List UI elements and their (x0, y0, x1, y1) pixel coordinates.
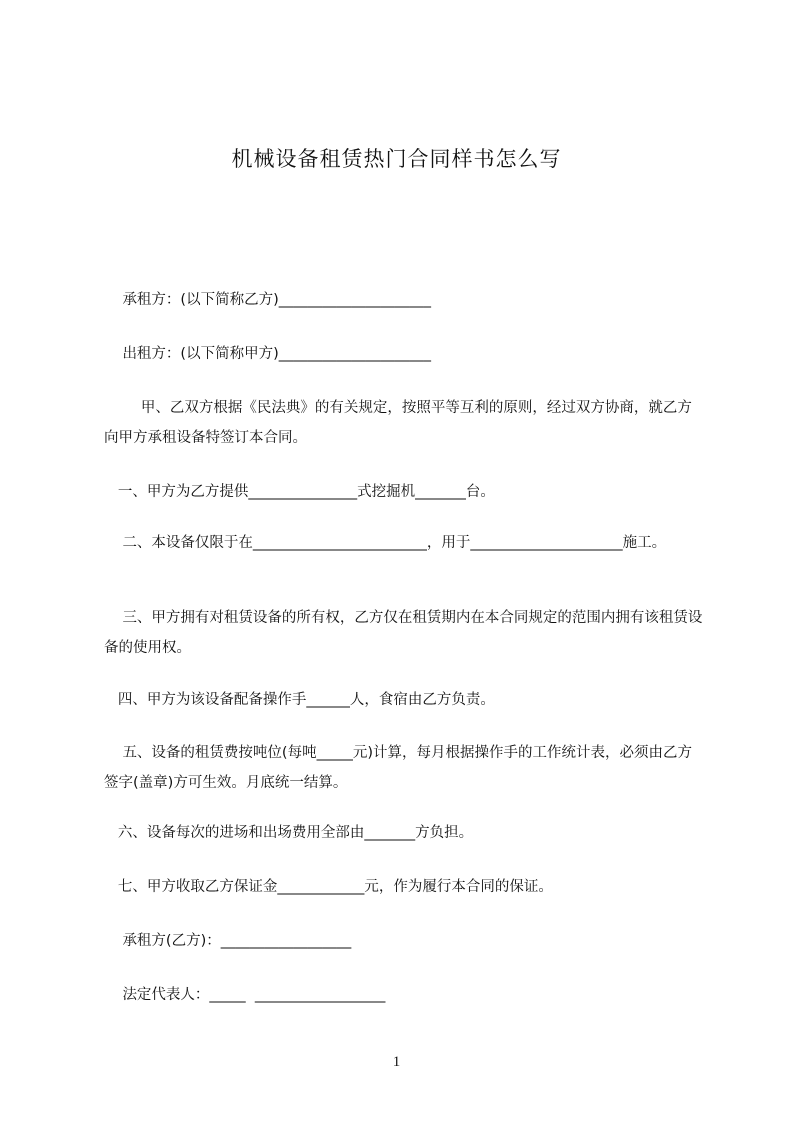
signature-lessee: 承租方(乙方)：__________________ (104, 933, 352, 949)
clause-2: 二、本设备仅限于在________________________，用于_____________________施工。 (104, 535, 667, 551)
clause-7: 七、甲方收取乙方保证金____________元，作为履行本合同的保证。 (104, 879, 553, 895)
clause-4: 四、甲方为该设备配备操作手______人，食宿由乙方负责。 (104, 692, 495, 708)
lessee-line: 承租方：(以下简称乙方)_____________________ (104, 292, 432, 308)
clause-6: 六、设备每次的进场和出场费用全部由_______方负担。 (104, 825, 474, 841)
clause-3: 三、甲方拥有对租赁设备的所有权，乙方仅在租赁期内在本合同规定的范围内拥有该租赁设备的使用权。 (104, 610, 703, 656)
clause-1: 一、甲方为乙方提供_______________式挖掘机_______台。 (104, 484, 495, 500)
document-title: 机械设备租赁热门合同样书怎么写 (231, 147, 562, 171)
signature-legal-rep: 法定代表人：_____ __________________ (104, 987, 386, 1003)
clause-5: 五、设备的租赁费按吨位(每吨_____元)计算，每月根据操作手的工作统计表，必须由乙方签字(盖章)方可生效。月底统一结算。 (104, 745, 692, 791)
preamble-paragraph: 甲、乙双方根据《民法典》的有关规定，按照平等互利的原则，经过双方协商，就乙方向甲方承租设备特签订本合同。 (104, 400, 692, 446)
page-number: 1 (392, 1054, 401, 1070)
lessor-line: 出租方：(以下简称甲方)_____________________ (104, 346, 432, 362)
